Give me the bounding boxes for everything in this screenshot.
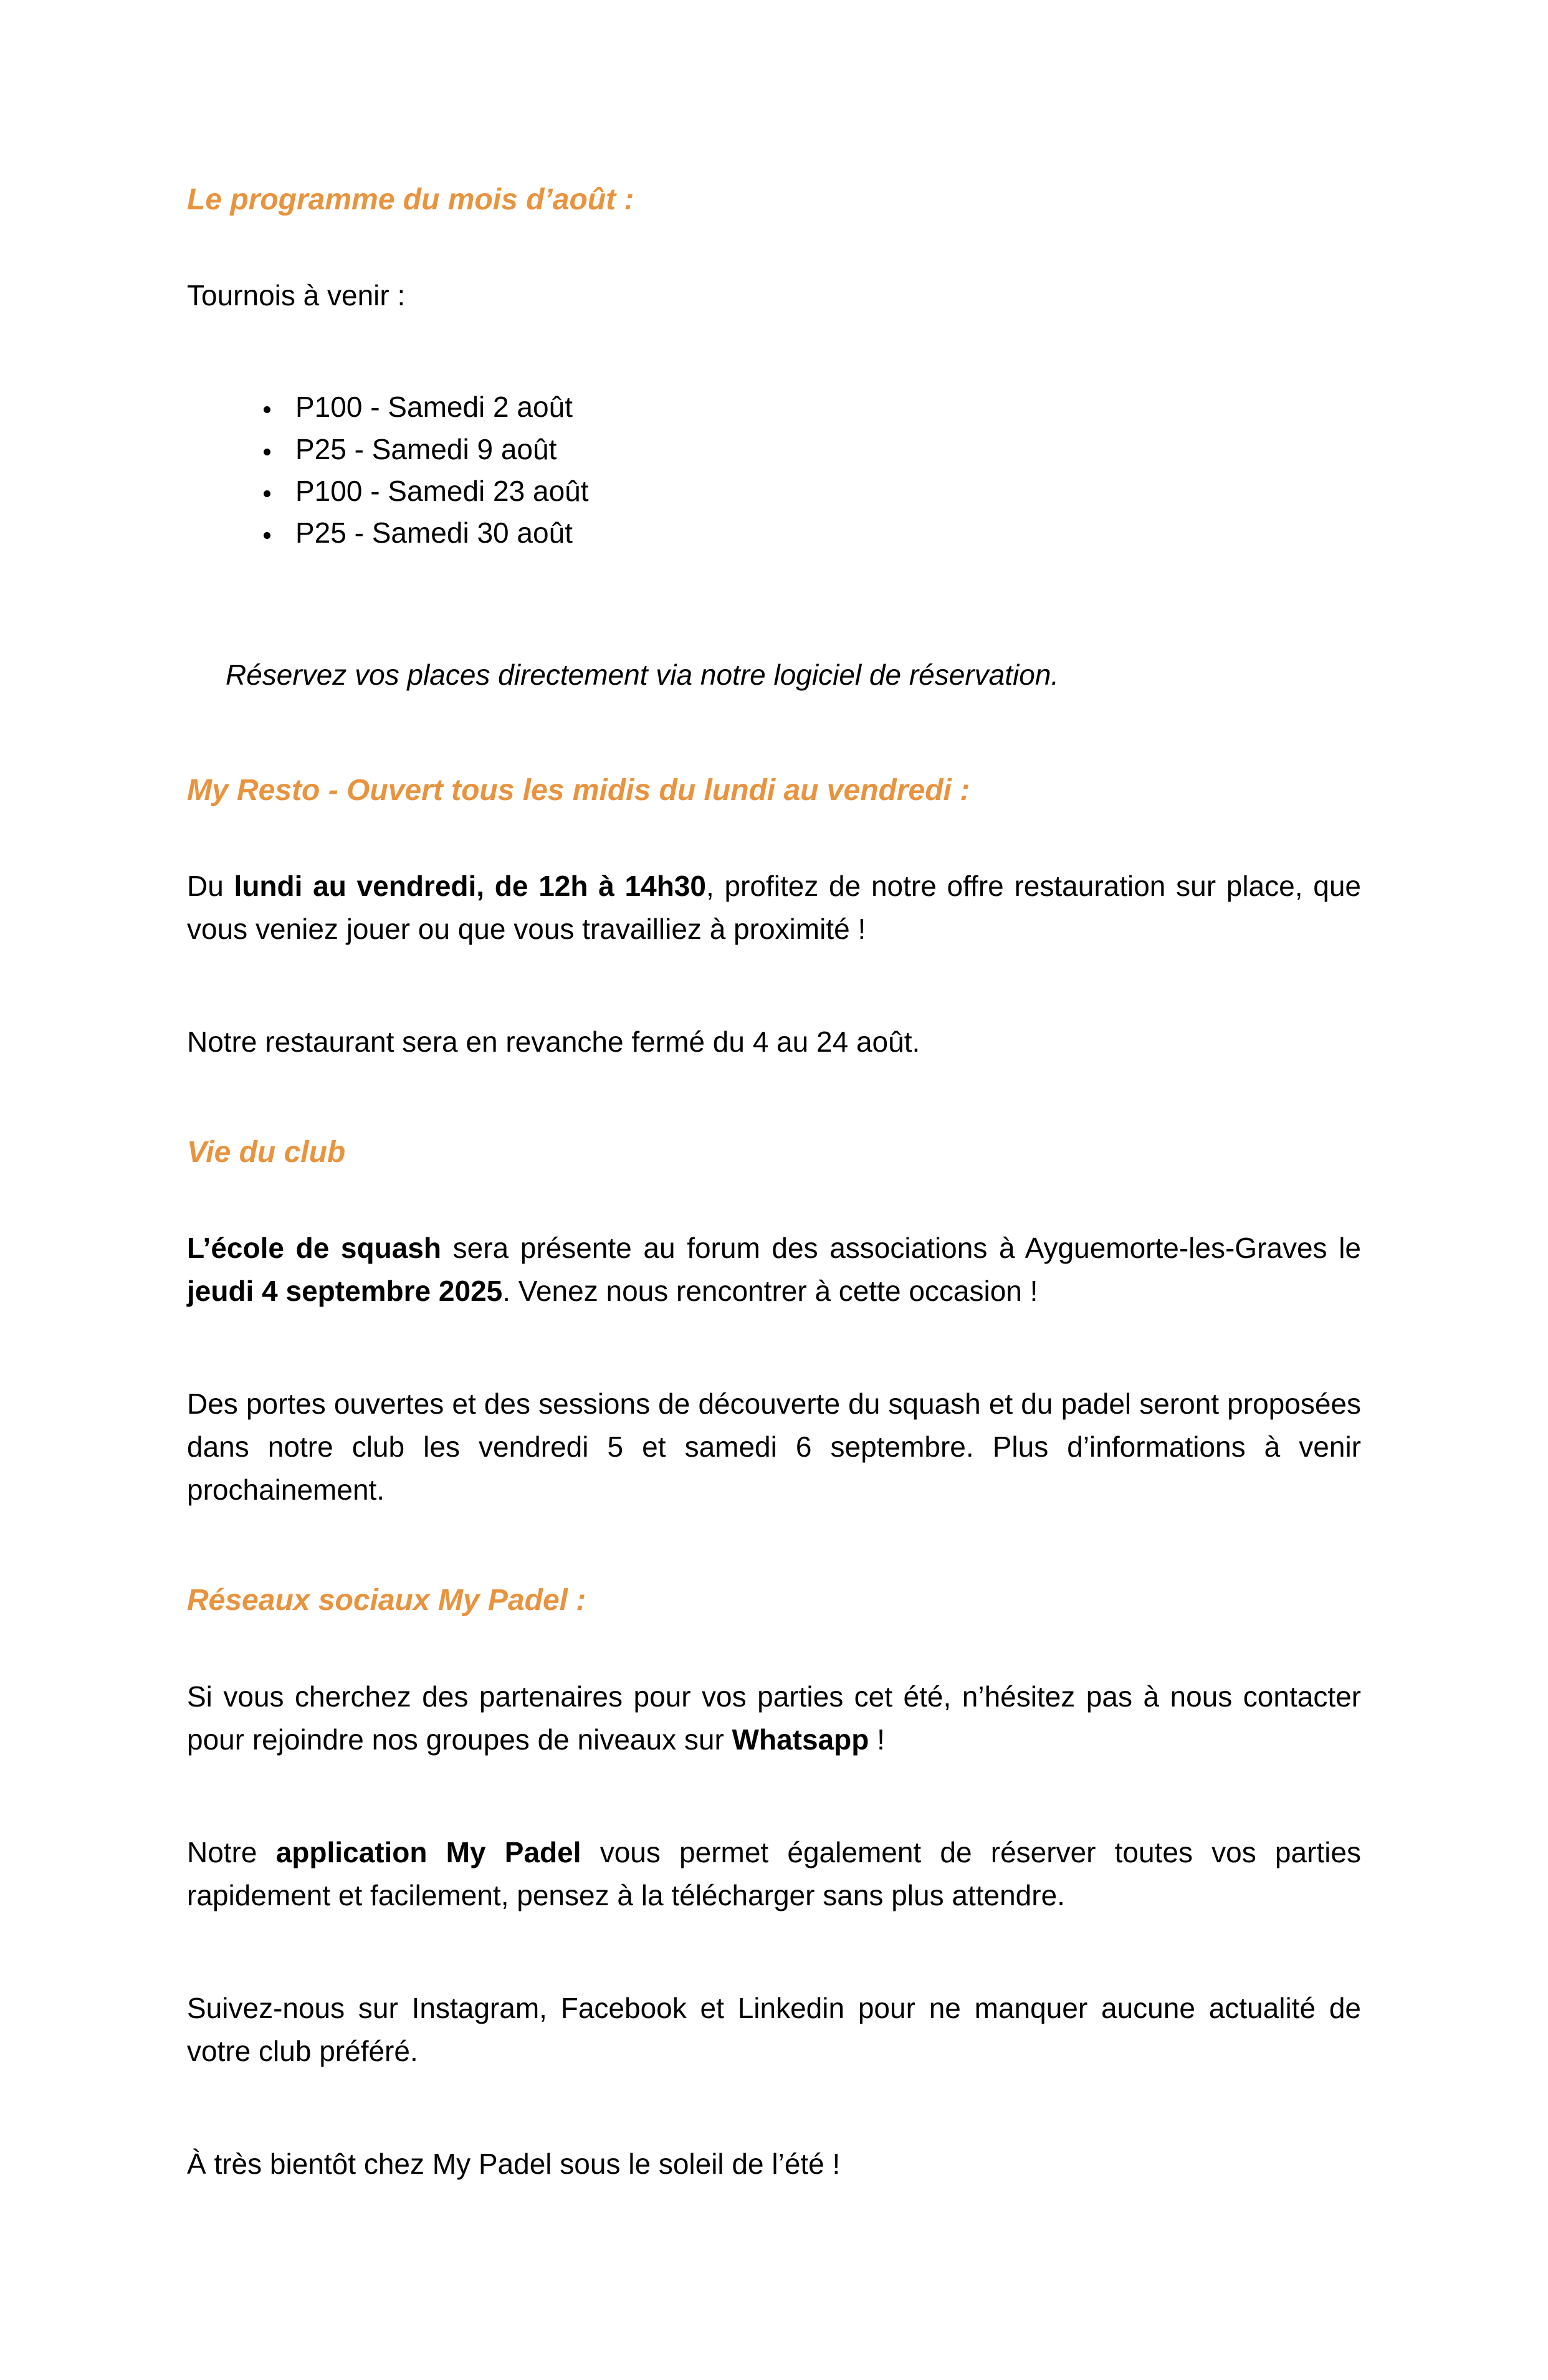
section-heading-resto: My Resto - Ouvert tous les midis du lundi au vendredi : [187,773,970,807]
tournament-list [187,387,1361,553]
closing-line: À très bientôt chez My Padel sous le soleil de l’été ! [187,2147,841,2180]
club-paragraph-open-days: Des portes ouvertes et des sessions de découverte du squash et du padel seront proposées dans notre club les vendredi 5 et samedi 6 septembre. Plus d’informations à venir prochainement. [187,1388,1361,1507]
tournament-item: • P100 - Samedi 23 août [282,471,1361,512]
resto-paragraph-hours: Du lundi au vendredi, de 12h à 14h30, profitez de notre offre restauration sur place, que vous veniez jouer ou que vous travailliez à proximité ! [187,870,1361,946]
section-heading-program: Le programme du mois d’août : [187,183,634,216]
social-paragraph-follow: Suivez-nous sur Instagram, Facebook et Linkedin pour ne manquer aucune actualité de votre club préféré. [187,1991,1361,2067]
social-paragraph-app: Notre application My Padel vous permet également de réserver toutes vos parties rapidement et facilement, pensez à la télécharger sans plus attendre. [187,1835,1361,1911]
tournament-item: • P100 - Samedi 2 août [282,387,1361,427]
tournament-item: • P25 - Samedi 30 août [282,513,1361,553]
resto-paragraph-closure: Notre restaurant sera en revanche fermé du 4 au 24 août. [187,1026,920,1059]
section-heading-social: Réseaux sociaux My Padel : [187,1584,586,1617]
reservation-note: Réservez vos places directement via notre logiciel de réservation. [226,658,1059,691]
club-paragraph-forum: L’école de squash sera présente au forum des associations à Ayguemorte-les-Graves le jeudi 4 septembre 2025. Venez nous rencontrer à cette occasion ! [187,1232,1361,1308]
program-intro-text: Tournois à venir : [187,279,406,312]
section-heading-club: Vie du club [187,1136,346,1169]
tournament-item: • P25 - Samedi 9 août [282,429,1361,470]
social-paragraph-whatsapp: Si vous cherchez des partenaires pour vos parties cet été, n’hésitez pas à nous contacter pour rejoindre nos groupes de niveaux sur Whatsapp ! [187,1680,1361,1756]
